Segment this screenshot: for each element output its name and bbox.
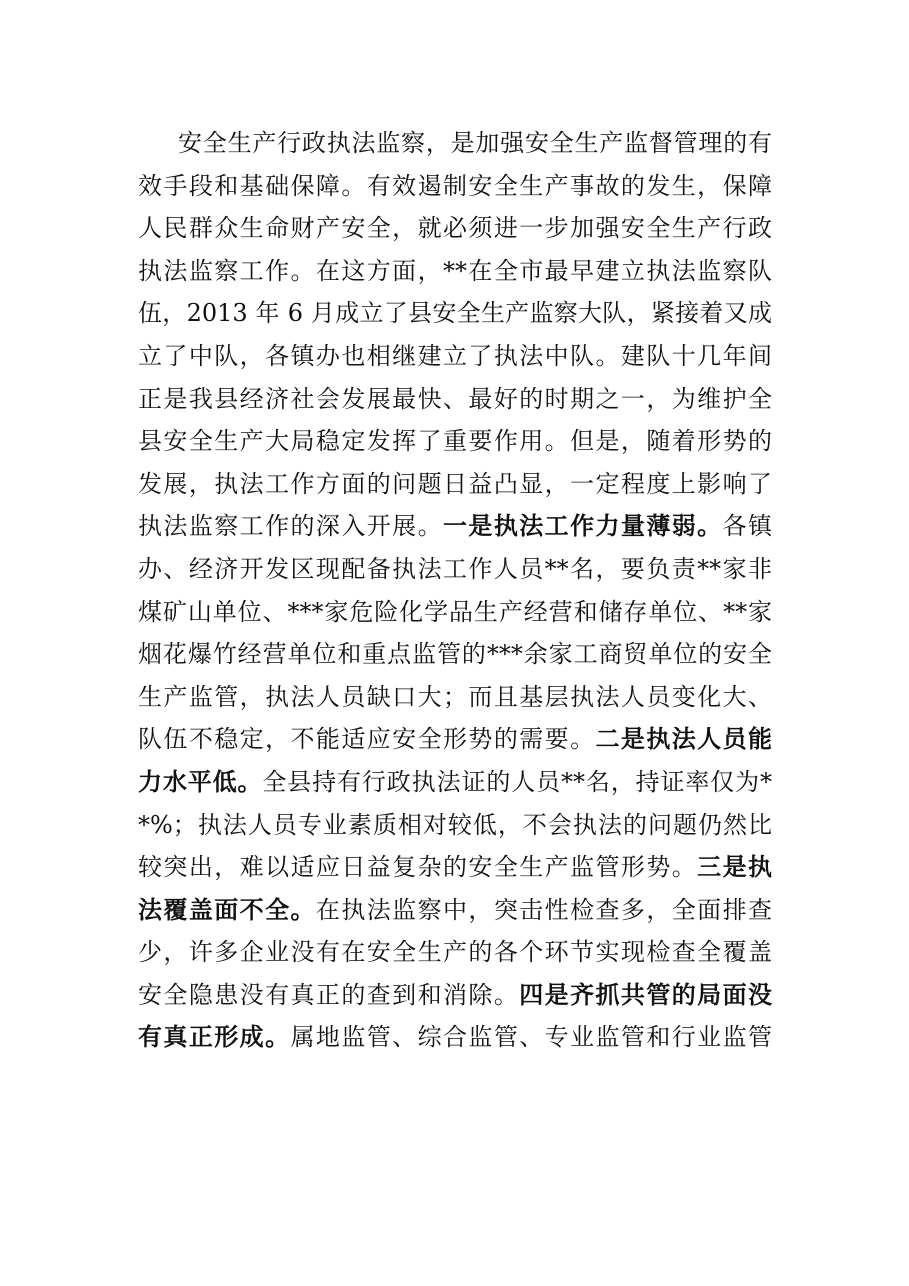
text-run: 正是我县经济社会发展最快、最好的时期之一，为维护全 — [138, 384, 772, 413]
text-line — [138, 335, 772, 378]
text-line — [138, 761, 772, 804]
text-line — [138, 718, 772, 761]
text-line — [138, 250, 772, 293]
text-run: 人民群众生命财产安全，就必须进一步加强安全生产行政 — [138, 214, 772, 243]
bold-heading-run: 法覆盖面不全。 — [138, 895, 316, 924]
bold-heading-run: 四是齐抓共管的局面没 — [519, 980, 772, 1009]
text-run: 办、经济开发区现配备执法工作人员**名，要负责**家非 — [138, 554, 772, 583]
text-run: 全县持有行政执法证的人员**名，持证率仅为* — [262, 767, 773, 796]
text-line — [138, 505, 772, 548]
text-line — [138, 633, 772, 676]
bold-heading-run: 三是执 — [697, 853, 773, 882]
text-run: 安全隐患没有真正的查到和消除。 — [138, 980, 520, 1009]
text-run: 煤矿山单位、***家危险化学品生产经营和储存单位、**家 — [138, 597, 772, 626]
text-line — [138, 463, 772, 506]
text-line — [138, 165, 772, 208]
text-line — [138, 122, 772, 165]
text-run: 安全生产行政执法监察，是加强安全生产监督管理的有 — [178, 129, 772, 157]
text-line — [138, 1016, 772, 1059]
text-run: 各镇 — [722, 512, 773, 541]
text-run: 立了中队，各镇办也相继建立了执法中队。建队十几年间 — [138, 341, 772, 370]
text-run: 较突出，难以适应日益复杂的安全生产监管形势。 — [138, 853, 698, 882]
text-run: 执法监察工作。在这方面，**在全市最早建立执法监察队 — [138, 256, 772, 285]
text-line — [138, 292, 772, 335]
text-line — [138, 207, 772, 250]
text-run: 县安全生产大局稳定发挥了重要作用。但是，随着形势的 — [138, 427, 772, 456]
text-run: 烟花爆竹经营单位和重点监管的***余家工商贸单位的安全 — [138, 640, 772, 669]
bold-heading-run: 二是执法人员能 — [595, 725, 772, 754]
text-run: 属地监管、综合监管、专业监管和行业监管 — [290, 1023, 772, 1052]
text-run: 生产监管，执法人员缺口大；而且基层执法人员变化大、 — [138, 682, 772, 711]
text-run: 执法监察工作的深入开展。 — [138, 512, 443, 541]
text-run: 发展，执法工作方面的问题日益凸显，一定程度上影响了 — [138, 469, 772, 498]
bold-heading-run: 有真正形成。 — [138, 1023, 291, 1052]
text-line — [138, 846, 772, 889]
text-line — [138, 931, 772, 974]
bold-heading-run: 一是执法工作力量薄弱。 — [443, 512, 723, 541]
text-line — [138, 420, 772, 463]
text-run: 在执法监察中，突击性检查多，全面排查 — [315, 895, 773, 924]
text-run: 少，许多企业没有在安全生产的各个环节实现检查全覆盖 — [138, 938, 772, 967]
text-line — [138, 548, 772, 591]
bold-heading-run: 力水平低。 — [138, 767, 263, 796]
text-run: 队伍不稳定，不能适应安全形势的需要。 — [138, 725, 596, 754]
text-line — [138, 378, 772, 421]
text-line — [138, 591, 772, 634]
text-line — [138, 676, 772, 719]
text-run: 效手段和基础保障。有效遏制安全生产事故的发生，保障 — [138, 171, 772, 200]
text-line — [138, 889, 772, 932]
text-line — [138, 804, 772, 847]
text-line — [138, 974, 772, 1017]
text-run: *%；执法人员专业素质相对较低，不会执法的问题仍然比 — [138, 810, 772, 839]
body-paragraph — [138, 122, 772, 1059]
text-run: 伍，2013 年 6 月成立了县安全生产监察大队，紧接着又成 — [138, 299, 772, 328]
